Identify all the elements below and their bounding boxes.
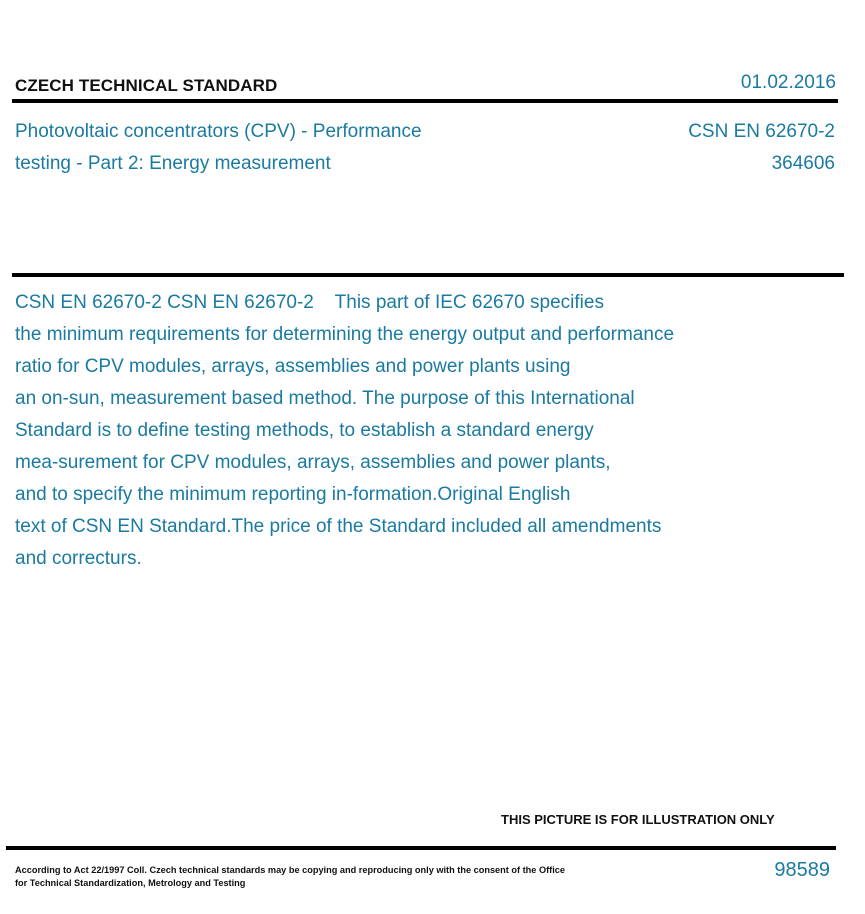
publication-date: 01.02.2016 — [740, 72, 836, 93]
abstract-line: Standard is to define testing methods, to establish a standard energy — [15, 420, 594, 441]
legal-notice — [15, 864, 565, 890]
abstract-line: text of CSN EN Standard.The price of the Standard included all amendments — [15, 516, 662, 537]
top-divider — [12, 99, 838, 103]
standard-title-line: testing - Part 2: Energy measurement — [15, 153, 331, 174]
abstract-line: ratio for CPV modules, arrays, assemblies and power plants using — [15, 356, 571, 377]
document-category: CZECH TECHNICAL STANDARD — [15, 76, 278, 95]
abstract-line: mea-surement for CPV modules, arrays, assemblies and power plants, — [15, 452, 611, 473]
legal-line: for Technical Standardization, Metrology and Testing — [15, 878, 246, 888]
abstract-line: an on-sun, measurement based method. The purpose of this International — [15, 388, 635, 409]
abstract-line: the minimum requirements for determining the energy output and performance — [15, 324, 675, 345]
abstract-line: and to specify the minimum reporting in-formation.Original English — [15, 484, 571, 505]
standard-title — [15, 116, 535, 180]
document-number: 98589 — [774, 859, 830, 881]
middle-divider — [12, 273, 844, 277]
abstract-line: and correcturs. — [15, 548, 142, 569]
abstract-text — [15, 287, 815, 575]
illustration-note: THIS PICTURE IS FOR ILLUSTRATION ONLY — [501, 812, 775, 827]
abstract-line: CSN EN 62670-2 CSN EN 62670-2 This part of IEC 62670 specifies — [15, 292, 604, 313]
catalog-number: 364606 — [771, 153, 835, 174]
legal-line: According to Act 22/1997 Coll. Czech technical standards may be copying and reproducing only with the consent of the Office — [15, 865, 565, 875]
standard-title-line: Photovoltaic concentrators (CPV) - Performance — [15, 121, 422, 142]
standard-code: CSN EN 62670-2 — [688, 121, 835, 142]
bottom-divider — [6, 846, 836, 850]
standard-identifiers — [688, 116, 835, 180]
